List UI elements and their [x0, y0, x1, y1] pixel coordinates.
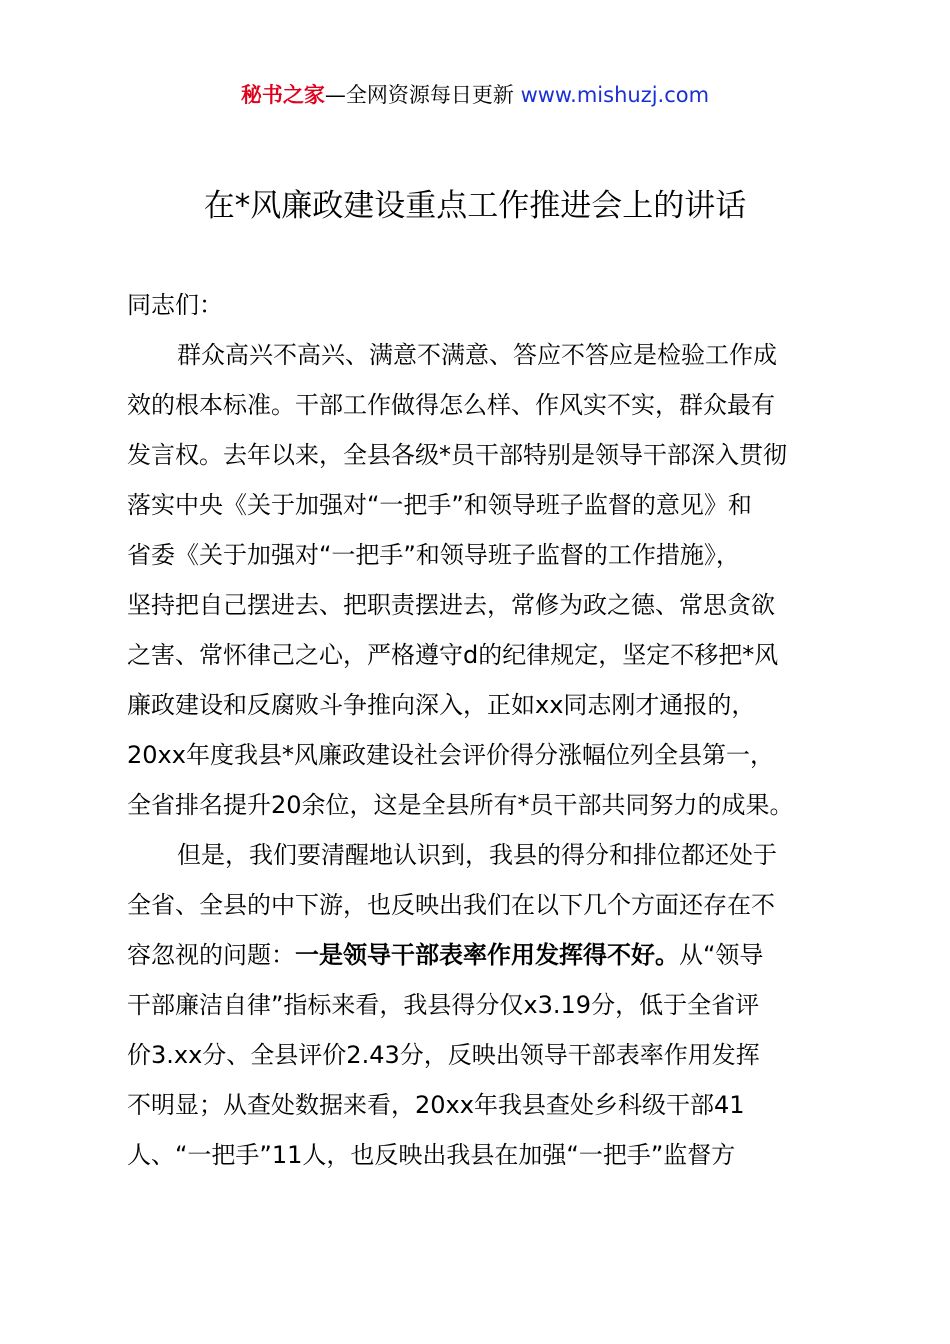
paragraph-line: 全省排名提升20余位，这是全县所有*员干部共同努力的成果。 — [127, 791, 794, 819]
salutation: 同志们： — [127, 291, 223, 319]
paragraph-line: 不明显；从查处数据来看，20xx年我县查处乡科级干部41 — [127, 1091, 745, 1119]
paragraph-line: 干部廉洁自律”指标来看，我县得分仅x3.19分，低于全省评 — [127, 991, 760, 1019]
paragraph-line: 20xx年度我县*风廉政建设社会评价得分涨幅位列全县第一， — [127, 741, 774, 769]
paragraph-line: 发言权。去年以来，全县各级*员干部特别是领导干部深入贯彻 — [127, 441, 787, 469]
paragraph-line: 落实中央《关于加强对“一把手”和领导班子监督的意见》和 — [127, 491, 752, 519]
paragraph-line: 效的根本标准。干部工作做得怎么样、作风实不实，群众最有 — [127, 391, 775, 419]
paragraph-line: 但是，我们要清醒地认识到，我县的得分和排位都还处于 — [177, 841, 777, 869]
paragraph-line: 人、“一把手”11人，也反映出我县在加强“一把手”监督方 — [127, 1141, 736, 1169]
paragraph-line: 全省、全县的中下游，也反映出我们在以下几个方面还存在不 — [127, 891, 775, 919]
paragraph-line: 廉政建设和反腐败斗争推向深入，正如xx同志刚才通报的， — [127, 691, 756, 719]
paragraph-line: 坚持把自己摆进去、把职责摆进去，常修为政之德、常思贪欲 — [127, 591, 775, 619]
site-url-link[interactable]: www.mishuzj.com — [520, 83, 710, 107]
document-title: 在*风廉政建设重点工作推进会上的讲话 — [203, 188, 747, 224]
brand-name: 秘书之家 — [240, 83, 325, 107]
paragraph-line: 群众高兴不高兴、满意不满意、答应不答应是检验工作成 — [177, 341, 777, 369]
paragraph-line: 价3.xx分、全县评价2.43分，反映出领导干部表率作用发挥 — [127, 1041, 760, 1069]
bold-heading: 一是领导干部表率作用发挥得不好。 — [295, 941, 679, 969]
line-text: 容忽视的问题： — [127, 941, 295, 969]
header-slogan: —全网资源每日更新 — [324, 83, 514, 107]
page-header — [0, 80, 950, 110]
document-body — [127, 280, 842, 1180]
paragraph-line: 之害、常怀律己之心，严格遵守d的纪律规定，坚定不移把*风 — [127, 641, 779, 669]
line-text: 从“领导 — [679, 941, 764, 969]
paragraph-line — [127, 930, 842, 980]
paragraph-line: 省委《关于加强对“一把手”和领导班子监督的工作措施》， — [127, 541, 740, 569]
